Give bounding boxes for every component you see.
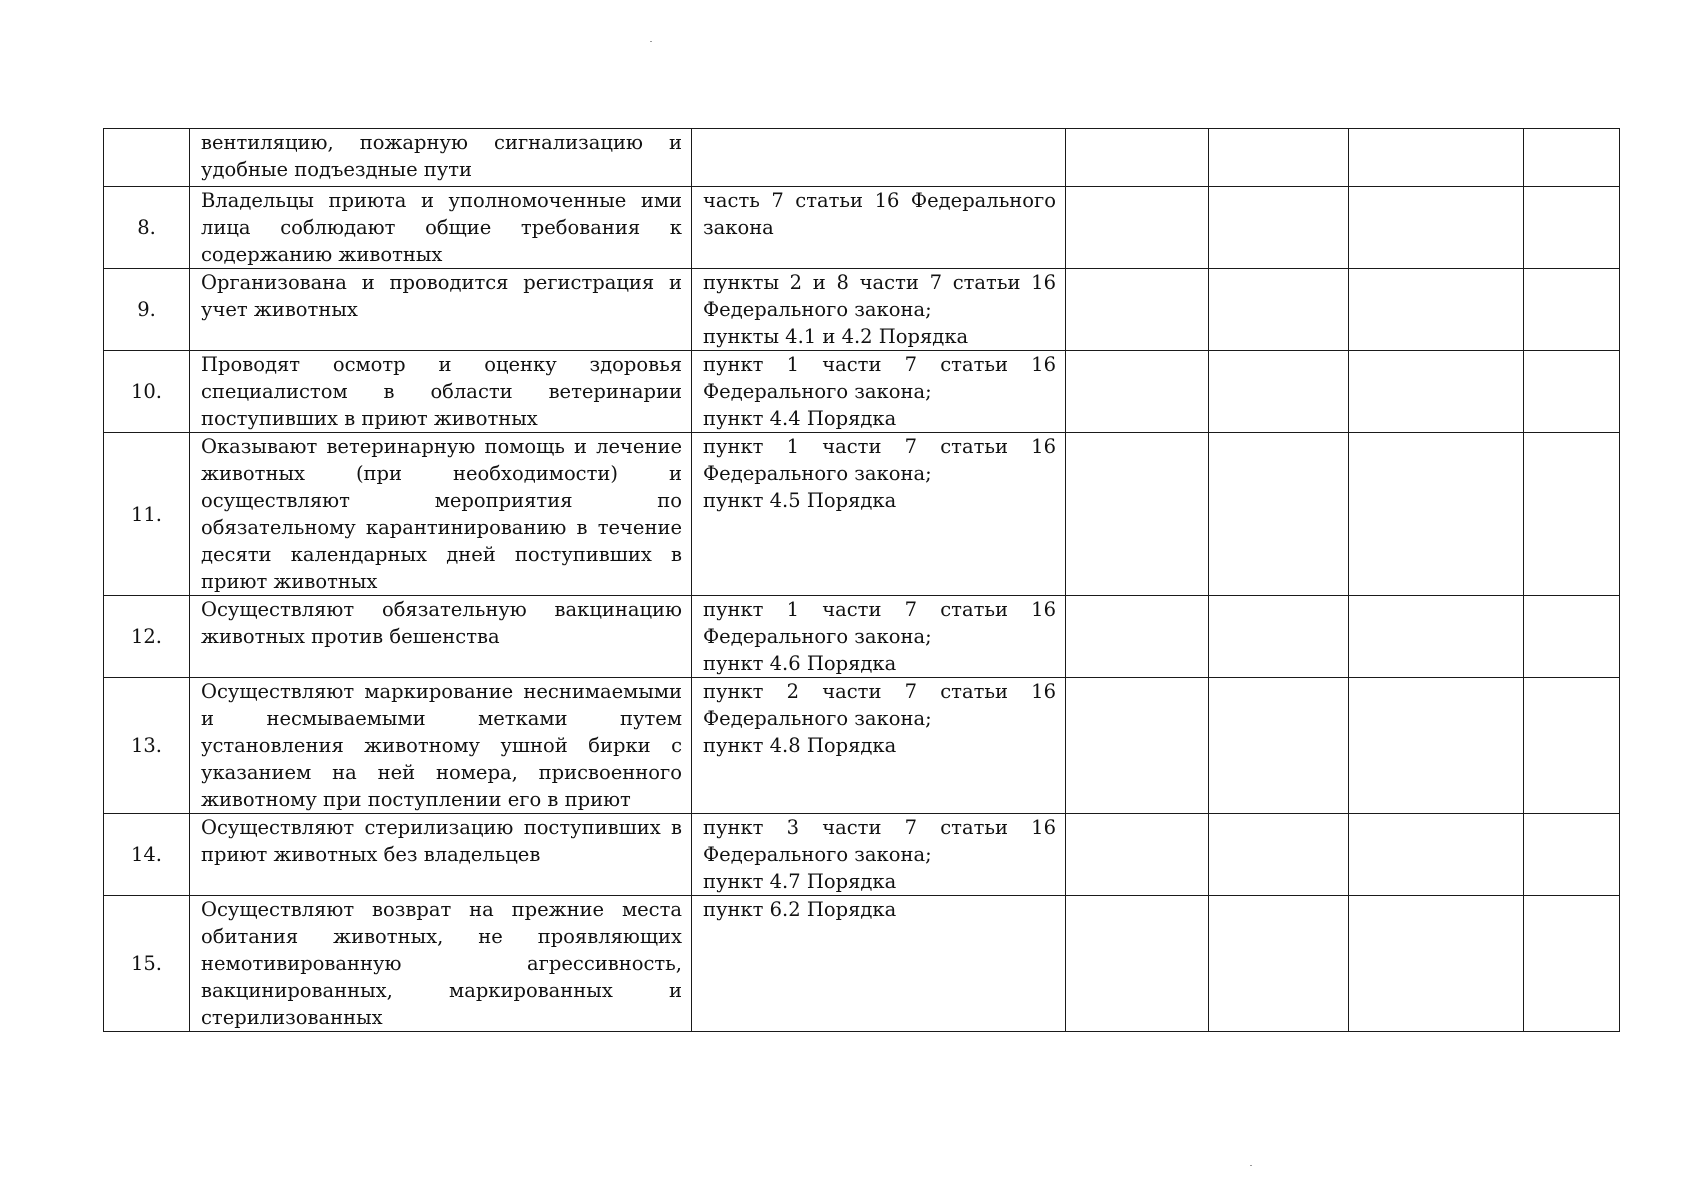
legal-reference: пункт 6.2 Порядка (692, 896, 1066, 1032)
legal-reference: пункт 1 части 7 статьи 16 Федерального закона; пункт 4.4 Порядка (692, 351, 1066, 433)
answer-no-cell (1209, 896, 1349, 1032)
row-number: 13. (104, 678, 190, 814)
legal-reference: пункты 2 и 8 части 7 статьи 16 Федерального закона; пункты 4.1 и 4.2 Порядка (692, 269, 1066, 351)
row-number: 12. (104, 596, 190, 678)
row-number: 15. (104, 896, 190, 1032)
answer-yes-cell (1066, 896, 1209, 1032)
answer-no-cell (1209, 269, 1349, 351)
row-number (104, 129, 190, 187)
legal-reference: пункт 1 части 7 статьи 16 Федерального закона; пункт 4.6 Порядка (692, 596, 1066, 678)
table-row (104, 896, 1620, 1032)
answer-yes-cell (1066, 678, 1209, 814)
row-number: 8. (104, 187, 190, 269)
table-row (104, 351, 1620, 433)
answer-not-applicable-cell (1349, 129, 1524, 187)
table-row (104, 269, 1620, 351)
table-row (104, 433, 1620, 596)
answer-not-applicable-cell (1349, 433, 1524, 596)
note-cell (1524, 814, 1620, 896)
note-cell (1524, 678, 1620, 814)
note-cell (1524, 596, 1620, 678)
table-row (104, 129, 1620, 187)
answer-no-cell (1209, 187, 1349, 269)
answer-not-applicable-cell (1349, 596, 1524, 678)
note-cell (1524, 896, 1620, 1032)
answer-not-applicable-cell (1349, 814, 1524, 896)
requirement-text: Осуществляют маркирование неснимаемыми и несмываемыми метками путем установления животному ушной бирки с указанием на ней номера, присвоенного животному при поступлении его в приют (190, 678, 692, 814)
answer-no-cell (1209, 678, 1349, 814)
row-number: 11. (104, 433, 190, 596)
note-cell (1524, 269, 1620, 351)
answer-no-cell (1209, 129, 1349, 187)
answer-yes-cell (1066, 814, 1209, 896)
requirement-text: Осуществляют стерилизацию поступивших в приют животных без владельцев (190, 814, 692, 896)
note-cell (1524, 351, 1620, 433)
table-row (104, 678, 1620, 814)
requirement-text: Осуществляют обязательную вакцинацию животных против бешенства (190, 596, 692, 678)
answer-not-applicable-cell (1349, 187, 1524, 269)
checklist-table (103, 128, 1620, 1032)
answer-not-applicable-cell (1349, 678, 1524, 814)
answer-yes-cell (1066, 351, 1209, 433)
answer-not-applicable-cell (1349, 269, 1524, 351)
answer-yes-cell (1066, 596, 1209, 678)
answer-not-applicable-cell (1349, 351, 1524, 433)
answer-no-cell (1209, 814, 1349, 896)
requirement-text: Оказывают ветеринарную помощь и лечение животных (при необходимости) и осуществляют мероприятия по обязательному карантинированию в течение десяти календарных дней поступивших в приют животных (190, 433, 692, 596)
requirement-text: Организована и проводится регистрация и учет животных (190, 269, 692, 351)
legal-reference (692, 129, 1066, 187)
requirement-text: вентиляцию, пожарную сигнализацию и удобные подъездные пути (190, 129, 692, 187)
answer-no-cell (1209, 433, 1349, 596)
answer-no-cell (1209, 351, 1349, 433)
requirement-text: Осуществляют возврат на прежние места обитания животных, не проявляющих немотивированную агрессивность, вакцинированных, маркированных и стерилизованных (190, 896, 692, 1032)
row-number: 14. (104, 814, 190, 896)
note-cell (1524, 129, 1620, 187)
legal-reference: пункт 1 части 7 статьи 16 Федерального закона; пункт 4.5 Порядка (692, 433, 1066, 596)
answer-no-cell (1209, 596, 1349, 678)
table-row (104, 814, 1620, 896)
answer-yes-cell (1066, 129, 1209, 187)
row-number: 10. (104, 351, 190, 433)
answer-yes-cell (1066, 269, 1209, 351)
scan-speck-top (650, 41, 652, 42)
scan-speck-bottom (1250, 1165, 1252, 1166)
row-number: 9. (104, 269, 190, 351)
note-cell (1524, 433, 1620, 596)
note-cell (1524, 187, 1620, 269)
table-row (104, 187, 1620, 269)
answer-yes-cell (1066, 433, 1209, 596)
answer-yes-cell (1066, 187, 1209, 269)
legal-reference: часть 7 статьи 16 Федерального закона (692, 187, 1066, 269)
answer-not-applicable-cell (1349, 896, 1524, 1032)
legal-reference: пункт 3 части 7 статьи 16 Федерального закона; пункт 4.7 Порядка (692, 814, 1066, 896)
legal-reference: пункт 2 части 7 статьи 16 Федерального закона; пункт 4.8 Порядка (692, 678, 1066, 814)
requirement-text: Проводят осмотр и оценку здоровья специалистом в области ветеринарии поступивших в приют животных (190, 351, 692, 433)
table-row (104, 596, 1620, 678)
requirement-text: Владельцы приюта и уполномоченные ими лица соблюдают общие требования к содержанию животных (190, 187, 692, 269)
